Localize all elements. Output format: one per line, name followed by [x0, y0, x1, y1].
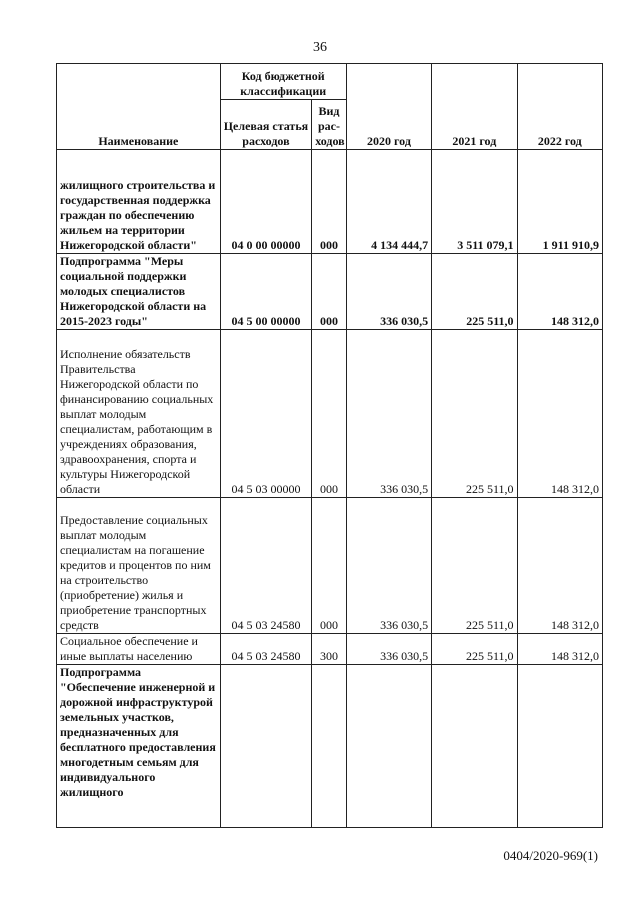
row-expense-kind — [312, 665, 347, 828]
row-value-2021: 225 511,0 — [432, 330, 517, 498]
table-row — [57, 254, 603, 330]
row-target-article: 04 5 03 24580 — [220, 498, 312, 634]
header-year-2022: 2022 год — [517, 64, 602, 150]
row-target-article: 04 5 00 00000 — [220, 254, 312, 330]
row-value-2022: 148 312,0 — [517, 330, 602, 498]
row-value-2020: 336 030,5 — [346, 254, 431, 330]
row-value-2020: 336 030,5 — [346, 634, 431, 665]
row-value-2020: 4 134 444,7 — [346, 150, 431, 254]
table-row — [57, 665, 603, 828]
table-body — [57, 150, 603, 828]
header-expense-kind: Вид рас-ходов — [312, 100, 347, 150]
row-value-2021: 3 511 079,1 — [432, 150, 517, 254]
header-name: Наименование — [57, 64, 221, 150]
row-value-2022: 148 312,0 — [517, 634, 602, 665]
row-value-2020: 336 030,5 — [346, 498, 431, 634]
row-expense-kind: 000 — [312, 150, 347, 254]
row-name: Исполнение обязательств Правительства Нижегородской области по финансированию социальных выплат молодым специалистам, работающим в учреждениях образования, здравоохранения, спорта и культуры Нижегородской области — [57, 330, 221, 498]
header-year-2021: 2021 год — [432, 64, 517, 150]
table-row — [57, 150, 603, 254]
row-value-2021 — [432, 665, 517, 828]
row-target-article — [220, 665, 312, 828]
row-value-2020 — [346, 665, 431, 828]
row-expense-kind: 000 — [312, 330, 347, 498]
table-row — [57, 498, 603, 634]
row-value-2022: 148 312,0 — [517, 498, 602, 634]
header-code-group: Код бюджетной классификации — [220, 64, 346, 100]
row-value-2020: 336 030,5 — [346, 330, 431, 498]
row-value-2021: 225 511,0 — [432, 498, 517, 634]
row-expense-kind: 000 — [312, 254, 347, 330]
row-target-article: 04 5 03 24580 — [220, 634, 312, 665]
row-target-article: 04 0 00 00000 — [220, 150, 312, 254]
row-expense-kind: 000 — [312, 498, 347, 634]
row-name: Предоставление социальных выплат молодым специалистам на погашение кредитов и процентов по ним на строительство (приобретение) жилья и приобретение транспортных средств — [57, 498, 221, 634]
row-name: Социальное обеспечение и иные выплаты населению — [57, 634, 221, 665]
row-value-2022 — [517, 665, 602, 828]
row-name: Подпрограмма "Меры социальной поддержки молодых специалистов Нижегородской области на 2015-2023 годы" — [57, 254, 221, 330]
row-name: Подпрограмма "Обеспечение инженерной и дорожной инфраструктурой земельных участков, предназначенных для бесплатного предоставления многодетным семьям для индивидуального жилищного — [57, 665, 221, 828]
row-value-2022: 1 911 910,9 — [517, 150, 602, 254]
row-expense-kind: 300 — [312, 634, 347, 665]
document-id: 0404/2020-969(1) — [503, 848, 598, 863]
table-row — [57, 634, 603, 665]
row-value-2021: 225 511,0 — [432, 634, 517, 665]
row-value-2022: 148 312,0 — [517, 254, 602, 330]
header-year-2020: 2020 год — [346, 64, 431, 150]
page-number: 36 — [313, 40, 327, 55]
row-target-article: 04 5 03 00000 — [220, 330, 312, 498]
budget-table — [56, 63, 603, 828]
header-target-article: Целевая статья расходов — [220, 100, 312, 150]
row-name: жилищного строительства и государственная поддержка граждан по обеспечению жильем на территории Нижегородской области" — [57, 150, 221, 254]
table-row — [57, 330, 603, 498]
row-value-2021: 225 511,0 — [432, 254, 517, 330]
